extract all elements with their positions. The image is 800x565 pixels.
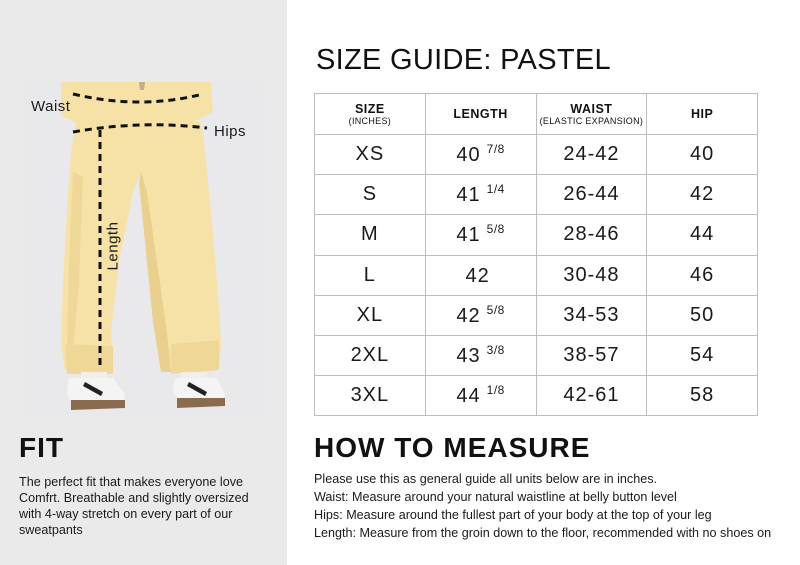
header-label: WAIST: [570, 101, 613, 116]
cell-size: 2XL: [315, 335, 426, 375]
table-row: [315, 376, 758, 416]
cell-length: [425, 376, 536, 416]
cell-waist: 34-53: [536, 295, 647, 335]
length-whole: 40: [456, 144, 481, 167]
cell-waist: 26-44: [536, 175, 647, 215]
hips-label: Hips: [214, 123, 247, 140]
header-sub: (INCHES): [348, 115, 392, 126]
cell-size: S: [315, 175, 426, 215]
length-fraction: 5/8: [486, 302, 505, 317]
cell-waist: 24-42: [536, 135, 647, 175]
measure-line: Hips: Measure around the fullest part of your body at the top of your leg: [314, 508, 712, 522]
header-waist: [536, 94, 647, 135]
length-whole: 44: [456, 385, 481, 408]
cell-hip: 42: [647, 175, 758, 215]
cell-length: [425, 215, 536, 255]
left-panel: [0, 0, 287, 565]
cell-length: [425, 295, 536, 335]
cell-length: [425, 255, 536, 295]
cell-size: 3XL: [315, 376, 426, 416]
table-row: [315, 335, 758, 375]
header-hip: [647, 94, 758, 135]
size-table: [314, 93, 758, 416]
header-size: [315, 94, 426, 135]
length-whole: 43: [456, 345, 481, 368]
header-label: HIP: [690, 107, 714, 121]
measure-line: Length: Measure from the groin down to the floor, recommended with no shoes on: [314, 526, 772, 540]
length-fraction: 5/8: [486, 222, 505, 237]
length-whole: 41: [456, 224, 481, 247]
header-sub: (ELASTIC EXPANSION): [539, 115, 644, 126]
cell-length: [425, 175, 536, 215]
header-length: [425, 94, 536, 135]
cell-hip: 44: [647, 215, 758, 255]
how-to-measure-title: HOW TO MEASURE: [314, 432, 591, 463]
length-whole: 42: [465, 264, 490, 287]
measure-line: Please use this as general guide all units below are in inches.: [314, 472, 658, 486]
fit-description: The perfect fit that makes everyone love Comfrt. Breathable and slightly oversized with 4-way stretch on every part of our sweatpants: [19, 475, 249, 537]
table-header-row: [315, 94, 758, 135]
table-row: [315, 255, 758, 295]
how-to-measure-text: [314, 470, 784, 542]
length-fraction: 1/4: [486, 182, 505, 197]
length-label: Length: [104, 221, 122, 271]
length-whole: 41: [456, 184, 481, 207]
length-fraction: 1/8: [486, 383, 505, 398]
cell-size: XS: [315, 135, 426, 175]
length-fraction: 7/8: [486, 142, 505, 157]
cell-waist: 30-48: [536, 255, 647, 295]
size-guide-title: SIZE GUIDE: PASTEL: [316, 44, 611, 76]
table-row: [315, 135, 758, 175]
header-label: LENGTH: [453, 107, 508, 121]
cell-waist: 42-61: [536, 376, 647, 416]
header-label: SIZE: [354, 101, 385, 116]
cell-length: [425, 335, 536, 375]
length-whole: 42: [456, 304, 481, 327]
measure-line: Waist: Measure around your natural waistline at belly button level: [314, 490, 677, 504]
table-row: [315, 295, 758, 335]
cell-hip: 46: [647, 255, 758, 295]
cell-size: M: [315, 215, 426, 255]
cell-hip: 58: [647, 376, 758, 416]
waist-label: Waist: [31, 98, 71, 115]
cell-hip: 50: [647, 295, 758, 335]
cell-size: L: [315, 255, 426, 295]
fit-title: FIT: [19, 432, 64, 463]
table-row: [315, 175, 758, 215]
cell-hip: 54: [647, 335, 758, 375]
cell-waist: 38-57: [536, 335, 647, 375]
cell-length: [425, 135, 536, 175]
table-row: [315, 215, 758, 255]
cell-waist: 28-46: [536, 215, 647, 255]
cell-hip: 40: [647, 135, 758, 175]
cell-size: XL: [315, 295, 426, 335]
length-fraction: 3/8: [486, 343, 505, 358]
